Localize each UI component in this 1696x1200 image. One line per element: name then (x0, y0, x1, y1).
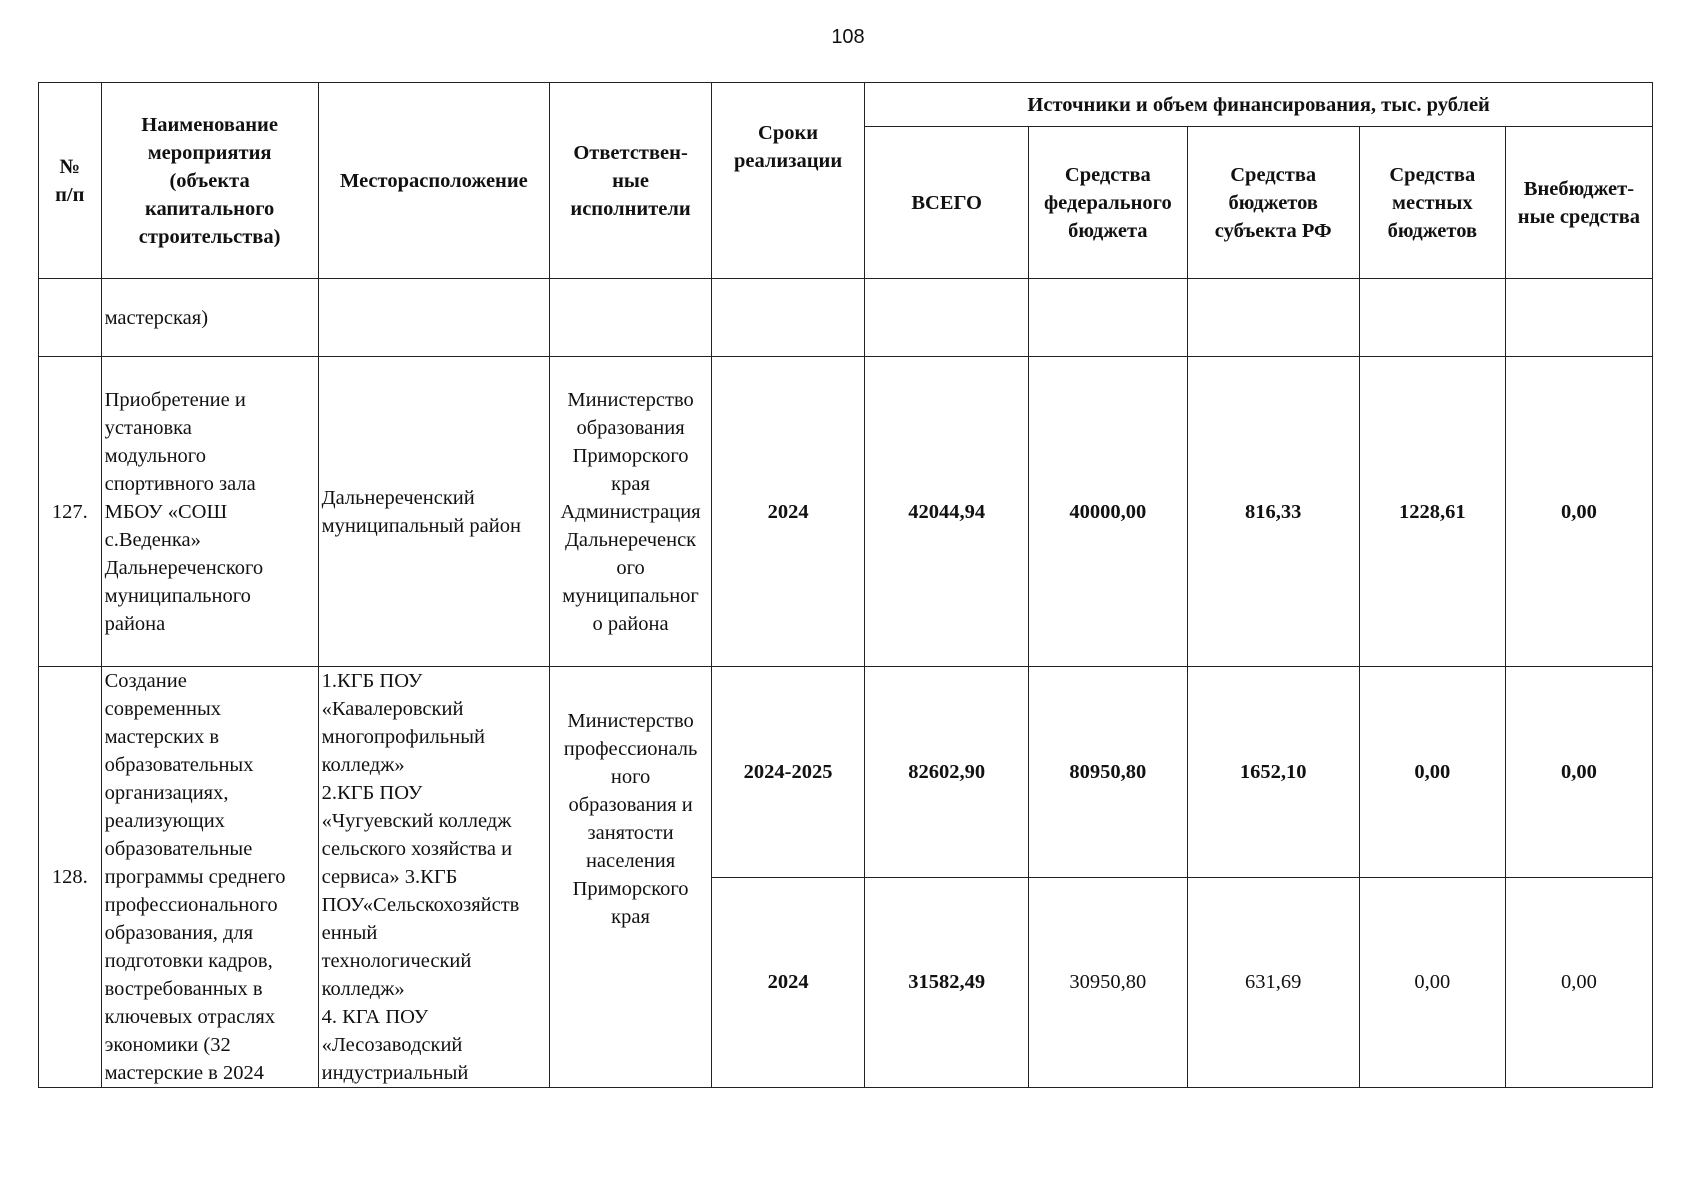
header-local: Средства местных бюджетов (1359, 127, 1505, 279)
row-executors: Министерство профессиональ ного образования и занятости населения Приморского края (550, 667, 712, 1088)
row-executors: Министерство образования Приморского края Администрация Дальнереченск ого муниципальног о района (550, 357, 712, 667)
header-executors: Ответствен- ные исполнители (550, 83, 712, 279)
header-terms: Сроки реализации (711, 83, 864, 279)
table-row (39, 279, 1653, 357)
table-row (39, 357, 1653, 667)
row-subject: 631,69 (1187, 877, 1359, 1088)
row-location: Дальнереченский муниципальный район (318, 357, 550, 667)
header-subject: Средства бюджетов субъекта РФ (1187, 127, 1359, 279)
header-federal: Средства федерального бюджета (1029, 127, 1188, 279)
header-name: Наименование мероприятия (объекта капитального строительства) (101, 83, 318, 279)
row-name: Приобретение и установка модульного спортивного зала МБОУ «СОШ с.Веденка» Дальнереченского муниципального района (101, 357, 318, 667)
row-local: 0,00 (1359, 877, 1505, 1088)
row-federal: 80950,80 (1029, 667, 1188, 878)
row-extra (1505, 279, 1652, 357)
row-num: 128. (39, 667, 102, 1088)
row-name: Создание современных мастерских в образовательных организациях, реализующих образовательные программы среднего профессионального образования, для подготовки кадров, востребованных в ключевых отраслях экономики (32 мастерские в 2024 (101, 667, 318, 1088)
row-total: 82602,90 (865, 667, 1029, 878)
row-local: 0,00 (1359, 667, 1505, 878)
row-subject (1187, 279, 1359, 357)
table-row (39, 667, 1653, 878)
row-total: 42044,94 (865, 357, 1029, 667)
row-terms: 2024 (711, 357, 864, 667)
page-number: 108 (831, 26, 865, 48)
row-federal: 30950,80 (1029, 877, 1188, 1088)
row-subject: 1652,10 (1187, 667, 1359, 878)
row-name: мастерская) (101, 279, 318, 357)
row-subject: 816,33 (1187, 357, 1359, 667)
row-executors (550, 279, 712, 357)
row-local: 1228,61 (1359, 357, 1505, 667)
row-extra: 0,00 (1505, 357, 1652, 667)
header-location: Месторасположение (318, 83, 550, 279)
row-federal: 40000,00 (1029, 357, 1188, 667)
row-location (318, 279, 550, 357)
row-terms: 2024 (711, 877, 864, 1088)
row-num (39, 279, 102, 357)
row-terms (711, 279, 864, 357)
header-extra: Внебюджет- ные средства (1505, 127, 1652, 279)
header-num: № п/п (39, 83, 102, 279)
header-funding-group: Источники и объем финансирования, тыс. рублей (865, 83, 1653, 127)
row-federal (1029, 279, 1188, 357)
row-total (865, 279, 1029, 357)
row-extra: 0,00 (1505, 667, 1652, 878)
row-terms: 2024-2025 (711, 667, 864, 878)
row-location: 1.КГБ ПОУ «Кавалеровский многопрофильный колледж» 2.КГБ ПОУ «Чугуевский колледж сельского хозяйства и сервиса» 3.КГБ ПОУ«Сельскохозяйств енный технологический колледж» 4. КГА ПОУ «Лесозаводский индустриальный (318, 667, 550, 1088)
row-extra: 0,00 (1505, 877, 1652, 1088)
row-total: 31582,49 (865, 877, 1029, 1088)
financing-table (38, 82, 1653, 1088)
row-num: 127. (39, 357, 102, 667)
row-local (1359, 279, 1505, 357)
header-total: ВСЕГО (865, 127, 1029, 279)
